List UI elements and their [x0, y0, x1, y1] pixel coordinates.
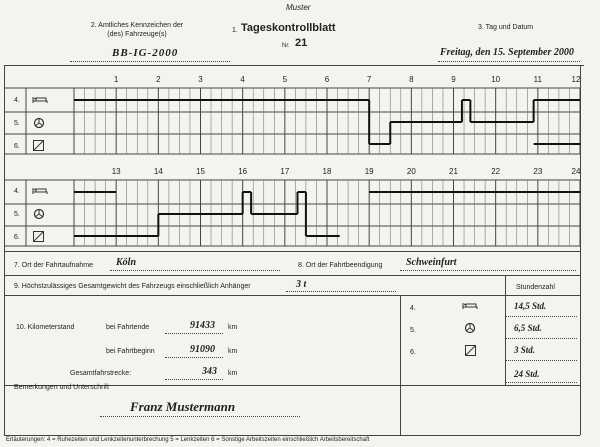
- hour-label: 6: [324, 75, 330, 84]
- hours-header: Stundenzahl: [516, 284, 555, 291]
- muster-label: Muster: [286, 3, 311, 12]
- chart-grid-2: [0, 172, 600, 332]
- weight-label: 9. Höchstzulässiges Gesamtgewicht des Fahrzeugs einschließlich Anhänger: [14, 283, 251, 290]
- signature: Franz Mustermann: [130, 399, 236, 414]
- hour-label: 8: [409, 75, 414, 84]
- end-km-value: 91433: [190, 320, 215, 331]
- plate-value: BB-IG-2000: [112, 47, 179, 59]
- summary-value: 6,5 Std.: [514, 323, 542, 333]
- hour-label: 7: [366, 75, 372, 84]
- start-km-label: bei Fahrtbeginn: [106, 348, 155, 355]
- hour-label: 23: [533, 167, 543, 176]
- end-place-value: Schweinfurt: [406, 257, 457, 268]
- row-label-drive: 5.: [14, 211, 20, 218]
- start-place-value: Köln: [116, 257, 137, 268]
- nr-label: Nr.: [282, 43, 290, 49]
- row-label-work: 6.: [14, 143, 20, 150]
- row-label-rest: 4.: [14, 97, 20, 104]
- hour-label: 13: [111, 167, 121, 176]
- end-km-label: bei Fahrtende: [106, 324, 150, 331]
- row-label-rest: 4.: [14, 188, 20, 195]
- start-km-value: 91090: [190, 344, 215, 355]
- hour-label: 9: [451, 75, 456, 84]
- hour-label: 17: [280, 167, 290, 176]
- remarks-label: Bemerkungen und Unterschrift: [14, 384, 109, 391]
- summary-total: 24 Std.: [514, 369, 540, 379]
- bed-icon: [462, 301, 478, 311]
- field3-label: 3. Tag und Datum: [478, 24, 534, 31]
- hour-label: 14: [153, 167, 163, 176]
- start-place-label: 7. Ort der Fahrtaufnahme: [14, 262, 93, 269]
- steering-wheel-icon: [464, 322, 476, 334]
- title-prefix: 1.: [232, 27, 238, 34]
- hour-label: 12: [571, 75, 581, 84]
- bed-icon: [32, 186, 48, 196]
- hour-label: 5: [282, 75, 288, 84]
- km-unit: km: [228, 370, 238, 377]
- summary-label: 4.: [410, 305, 416, 312]
- end-place-label: 8. Ort der Fahrtbeendigung: [298, 262, 383, 269]
- hammers-icon: [465, 345, 476, 356]
- hour-label: 4: [240, 75, 245, 84]
- hammers-icon: [33, 140, 44, 151]
- hour-label: 16: [238, 167, 248, 176]
- total-km-value: 343: [202, 366, 217, 377]
- hour-label: 21: [449, 167, 458, 176]
- summary-value: 14,5 Std.: [514, 301, 547, 311]
- hour-label: 11: [533, 75, 542, 84]
- km-unit: km: [228, 348, 238, 355]
- hour-label: 3: [198, 75, 203, 84]
- steering-wheel-icon: [33, 117, 45, 129]
- date-value: Freitag, den 15. September 2000: [440, 47, 574, 58]
- hammers-icon: [33, 231, 44, 242]
- footer-note: Erläuterungen: 4 = Ruhezeiten und Lenkzeitenunterbrechung 5 = Lenkzeiten 6 = Sonstige Arbeitszeiten einschließlich Arbeitsbereitschaft: [6, 437, 370, 443]
- summary-label: 5.: [410, 327, 416, 334]
- summary-label: 6.: [410, 349, 416, 356]
- weight-value: 3 t: [296, 279, 307, 290]
- hour-label: 18: [322, 167, 332, 176]
- row-label-work: 6.: [14, 234, 20, 241]
- km-label: 10. Kilometerstand: [16, 324, 75, 331]
- bed-icon: [32, 95, 48, 105]
- hour-label: 2: [156, 75, 161, 84]
- hour-label: 24: [571, 167, 581, 176]
- nr-value: 21: [295, 37, 308, 49]
- hour-label: 15: [196, 167, 205, 176]
- hour-label: 1: [113, 75, 119, 84]
- steering-wheel-icon: [33, 208, 45, 220]
- hour-label: 10: [491, 75, 501, 84]
- total-km-label: Gesamtfahrstrecke:: [70, 370, 132, 377]
- hour-label: 22: [491, 167, 501, 176]
- field2-label: 2. Amtliches Kennzeichen der (des) Fahrzeuge(s): [90, 22, 184, 38]
- hour-label: 20: [406, 167, 416, 176]
- summary-value: 3 Std.: [514, 345, 536, 355]
- row-label-drive: 5.: [14, 120, 20, 127]
- hour-label: 19: [364, 167, 374, 176]
- page-title: Tageskontrollblatt: [241, 22, 336, 34]
- km-unit: km: [228, 324, 238, 331]
